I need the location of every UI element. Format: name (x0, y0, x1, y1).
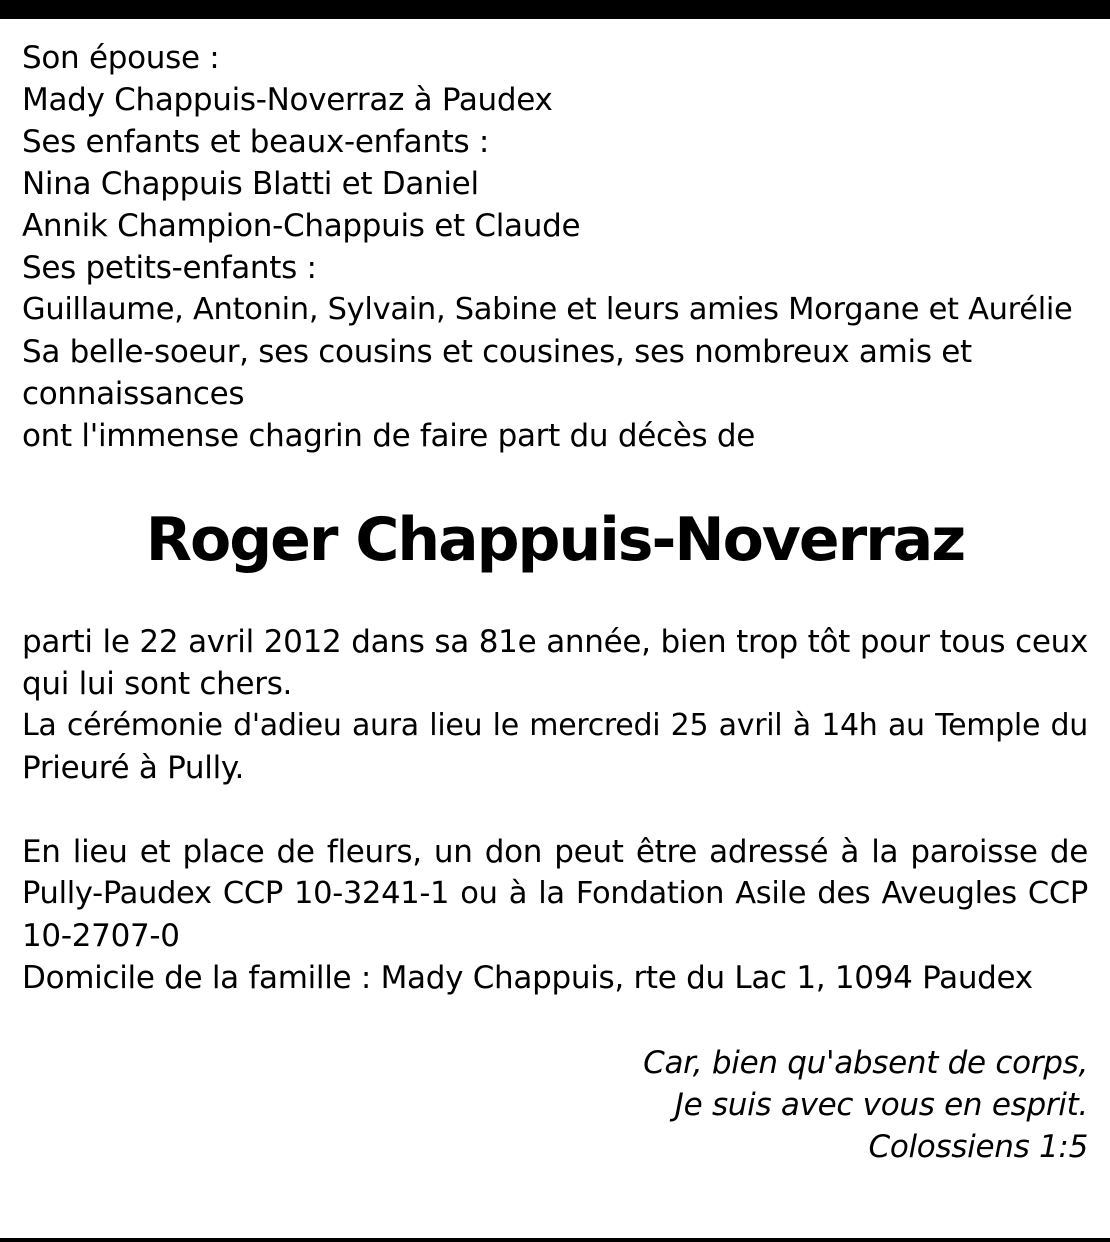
body-line: En lieu et place de fleurs, un don peut être adressé à la paroisse de (22, 834, 1088, 870)
top-rule (0, 0, 1110, 19)
intro-block (22, 37, 1088, 457)
quote-line: Car, bien qu'absent de corps, (643, 1045, 1088, 1081)
body-line: 10-2707-0 (22, 918, 180, 954)
intro-line: Nina Chappuis Blatti et Daniel (22, 166, 479, 202)
intro-line: Ses enfants et beaux-enfants : (22, 124, 490, 160)
intro-line: Son épouse : (22, 40, 220, 76)
intro-line: Annik Champion-Chappuis et Claude (22, 208, 581, 244)
body-line: parti le 22 avril 2012 dans sa 81e année, bien trop tôt pour tous ceux (22, 624, 1088, 660)
intro-line: Sa belle-soeur, ses cousins et cousines, ses nombreux amis et (22, 334, 972, 370)
body-line: Pully-Paudex CCP 10-3241-1 ou à la Fondation Asile des Aveugles CCP (22, 876, 1088, 911)
quote-line: Je suis avec vous en esprit. (674, 1087, 1088, 1123)
bottom-rule (0, 1238, 1110, 1242)
announcement-body (22, 621, 1088, 999)
intro-line: Mady Chappuis-Noverraz à Paudex (22, 82, 553, 118)
scripture-quote (643, 1042, 1088, 1168)
body-line: Prieuré à Pully. (22, 750, 245, 786)
body-line: qui lui sont chers. (22, 666, 293, 702)
intro-line: Ses petits-enfants : (22, 250, 317, 286)
body-line: La cérémonie d'adieu aura lieu le mercredi 25 avril à 14h au Temple du (22, 708, 1088, 743)
body-line: Domicile de la famille : Mady Chappuis, rte du Lac 1, 1094 Paudex (22, 960, 1033, 996)
quote-reference: Colossiens 1:5 (868, 1129, 1088, 1165)
intro-line: ont l'immense chagrin de faire part du décès de (22, 418, 756, 454)
intro-line: connaissances (22, 376, 245, 412)
deceased-name-heading: Roger Chappuis-Noverraz (145, 505, 965, 575)
paragraph-gap (22, 789, 1088, 831)
intro-line: Guillaume, Antonin, Sylvain, Sabine et leurs amies Morgane et Aurélie (22, 292, 1073, 327)
